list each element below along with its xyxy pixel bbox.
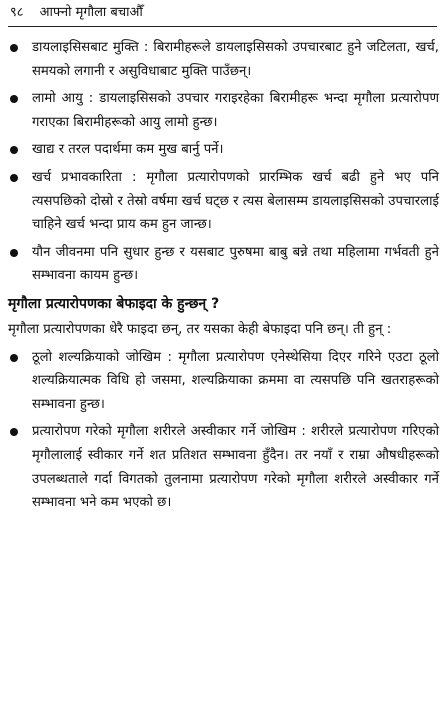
section-heading: मृगौला प्रत्यारोपणका बेफाइदा के हुन्छन् ? bbox=[8, 295, 220, 312]
list-item bbox=[8, 87, 439, 134]
bullet-icon bbox=[10, 95, 18, 103]
list-item-text: खर्च प्रभावकारिता : मृगौला प्रत्यारोपणको प्रारम्भिक खर्च बढी हुने भए पनि त्यसपछिको दोस्रो र तेस्रो वर्षमा खर्च घट्छ र त्यस बेलासम्म डायलाइसिसको उपचारलाई चाहिने खर्च भन्दा प्राय कम हुन जान्छ। bbox=[32, 169, 439, 233]
bullet-icon bbox=[10, 44, 18, 52]
list-item-text: ठूलो शल्यक्रियाको जोखिम : मृगौला प्रत्यारोपण एनेस्थेसिया दिएर गरिने एउटा ठूलो शल्यक्रियात्मक विधि हो जसमा, शल्यक्रियाका क्रममा वा त्यसपछि पनि खतराहरूको सम्भावना हुन्छ। bbox=[32, 349, 439, 412]
advantages-list bbox=[8, 36, 439, 288]
list-item bbox=[8, 36, 439, 83]
header-divider bbox=[8, 26, 437, 27]
list-item bbox=[8, 166, 439, 237]
book-title: आफ्नो मृगौला बचाऔँ bbox=[39, 5, 143, 20]
bullet-icon bbox=[10, 174, 18, 182]
list-item bbox=[8, 241, 439, 288]
list-item bbox=[8, 346, 439, 417]
list-item-text: लामो आयु : डायलाइसिसको उपचार गराइरहेका बिरामीहरू भन्दा मृगौला प्रत्यारोपण गराएका बिरामीहरूको आयु लामो हुन्छ। bbox=[32, 91, 439, 130]
list-item-text: खाद्य र तरल पदार्थमा कम मुख बार्नु पर्ने। bbox=[32, 142, 224, 158]
bullet-icon bbox=[10, 428, 18, 436]
bullet-icon bbox=[10, 249, 18, 257]
disadvantages-list bbox=[8, 346, 439, 515]
list-item bbox=[8, 138, 439, 162]
list-item-text: यौन जीवनमा पनि सुधार हुन्छ र यसबाट पुरुषमा बाबु बन्ने तथा महिलामा गर्भवती हुने सम्भावना कायम हुन्छ। bbox=[32, 244, 439, 284]
running-header bbox=[10, 4, 143, 22]
bullet-icon bbox=[10, 146, 18, 154]
list-item bbox=[8, 420, 439, 514]
section-intro: मृगौला प्रत्यारोपणका धेरै फाइदा छन्, तर यसका केही बेफाइदा पनि छन्। ती हुन् : bbox=[8, 321, 392, 337]
bullet-icon bbox=[10, 354, 18, 362]
list-item-text: प्रत्यारोपण गरेको मृगौला शरीरले अस्वीकार गर्ने जोखिम : शरीरले प्रत्यारोपण गरिएको मृगौलालाई स्वीकार गर्ने शत प्रतिशत सम्भावना हुँदैन। तर नयाँ र राम्रा औषधीहरूको उपलब्धताले गर्दा विगतको तुलनामा प्रत्यारोपण गरेको मृगौला शरीरले अस्वीकार गर्ने सम्भावना भने कम भएको छ। bbox=[32, 424, 439, 511]
page-number: ९८ bbox=[10, 5, 24, 20]
list-item-text: डायलाइसिसबाट मुक्ति : बिरामीहरूले डायलाइसिसको उपचारबाट हुने जटिलता, खर्च, समयको लगानी र असुविधाबाट मुक्ति पाउँछन्। bbox=[32, 40, 439, 79]
page-content bbox=[8, 36, 439, 519]
